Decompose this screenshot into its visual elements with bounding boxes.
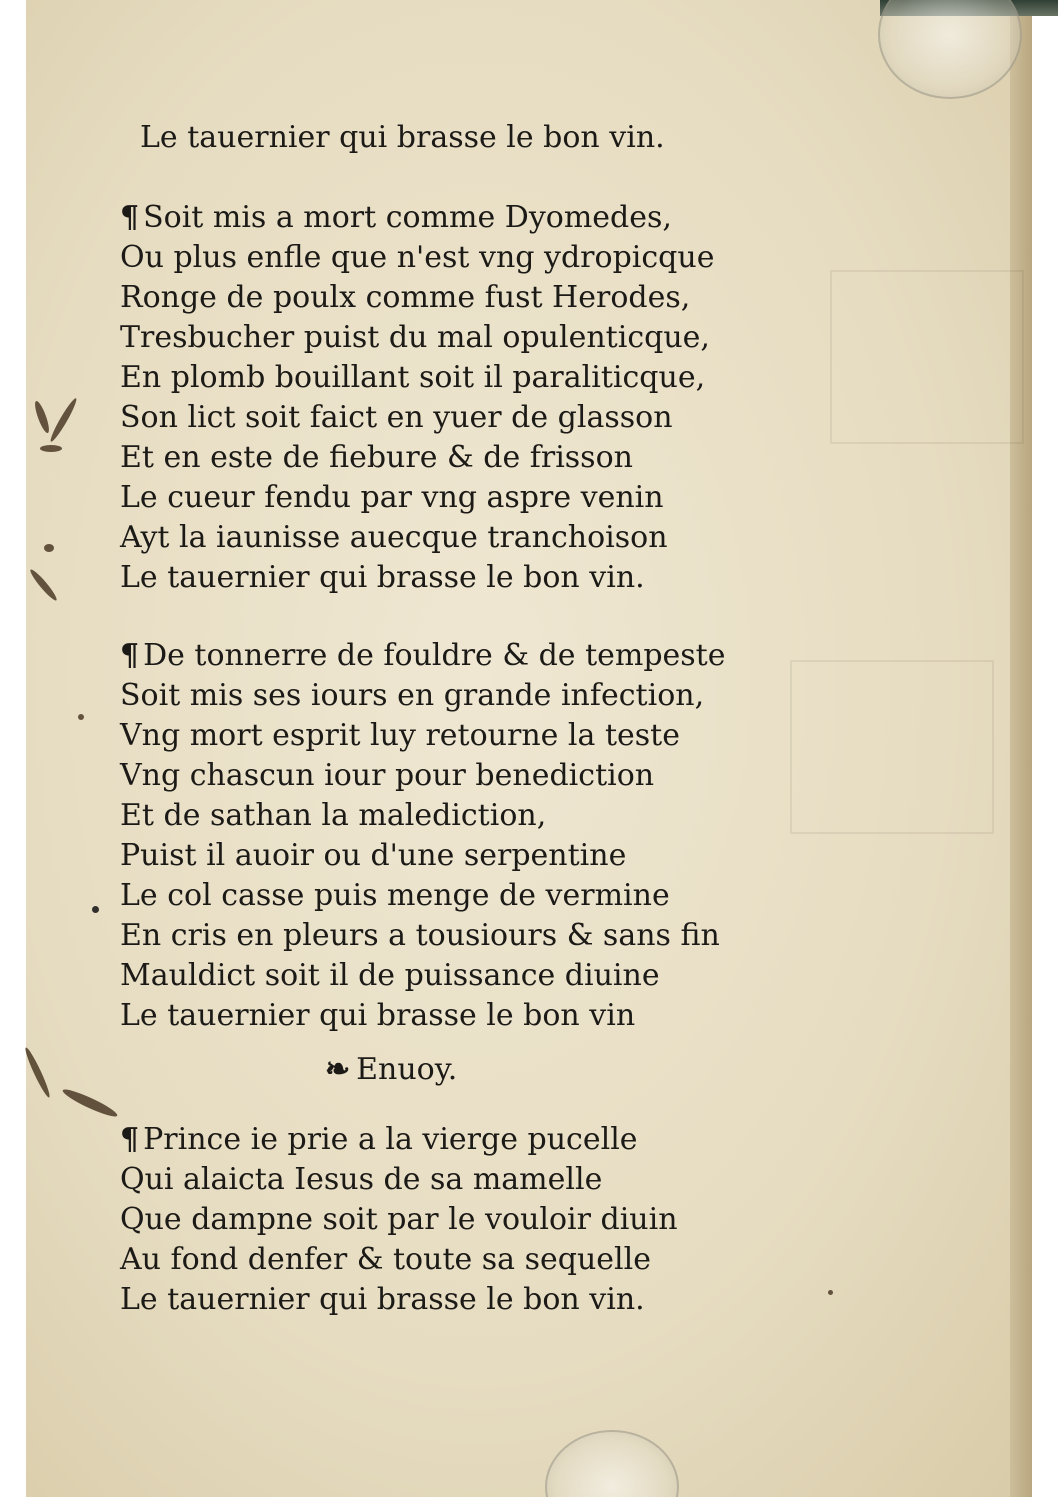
verse-line: Mauldict soit il de puissance diuine [120,958,660,993]
pilcrow-mark: ¶ [120,638,140,673]
margin-dot [828,1290,833,1295]
verse-line: Soit mis ses iours en grande infection, [120,678,705,713]
margin-stain [40,445,62,452]
margin-dot [78,714,84,720]
margin-stain [44,544,54,552]
stanza-2 [120,636,780,1036]
verse-line: Vng mort esprit luy retourne la teste [120,718,680,753]
verse-line: ¶ Prince ie prie a la vierge pucelle [120,1122,638,1157]
verse-line: En plomb bouillant soit il paraliticque, [120,360,706,395]
fleuron-icon: ❧ [325,1052,351,1087]
page-edge [1010,0,1032,1497]
verse-line: Ayt la iaunisse auecque tranchoison [120,520,668,555]
poem-text [120,118,780,1358]
verse-line: Tresbucher puist du mal opulenticque, [120,320,710,355]
refrain-line: Le tauernier qui brasse le bon vin. [120,1282,645,1317]
verse-line: Qui alaicta Iesus de sa mamelle [120,1162,603,1197]
envoy-stanza [120,1120,780,1320]
verse-line: ¶ De tonnerre de fouldre & de tempeste [120,638,726,673]
pilcrow-mark: ¶ [120,200,140,235]
verse-line: Vng chascun iour pour benediction [120,758,655,793]
stanza-1 [120,198,780,598]
verse-line: Et de sathan la malediction, [120,798,547,833]
running-title: Le tauernier qui brasse le bon vin. [140,120,665,155]
verse-line: Au fond denfer & toute sa sequelle [120,1242,651,1277]
refrain-line: Le tauernier qui brasse le bon vin [120,998,636,1033]
show-through-box-lower [790,660,994,834]
verse-line: Et en este de fiebure & de frisson [120,440,633,475]
verse-line: ¶ Soit mis a mort comme Dyomedes, [120,200,672,235]
envoy-heading: ❧ Enuoy. [325,1050,780,1090]
scan-margin [0,0,26,1497]
verse-line: Ronge de poulx comme fust Herodes, [120,280,691,315]
verse-line: Le cueur fendu par vng aspre venin [120,480,664,515]
verse-line: En cris en pleurs a tousiours & sans fin [120,918,720,953]
show-through-box-upper [830,270,1024,444]
verse-line: Puist il auoir ou d'une serpentine [120,838,627,873]
verse-line: Son lict soit faict en yuer de glasson [120,400,673,435]
margin-dot [92,906,99,913]
verse-line: Que dampne soit par le vouloir diuin [120,1202,678,1237]
refrain-line: Le tauernier qui brasse le bon vin. [120,560,645,595]
pilcrow-mark: ¶ [120,1122,140,1157]
verse-line: Ou plus enfle que n'est vng ydropicque [120,240,715,275]
verse-line: Le col casse puis menge de vermine [120,878,670,913]
